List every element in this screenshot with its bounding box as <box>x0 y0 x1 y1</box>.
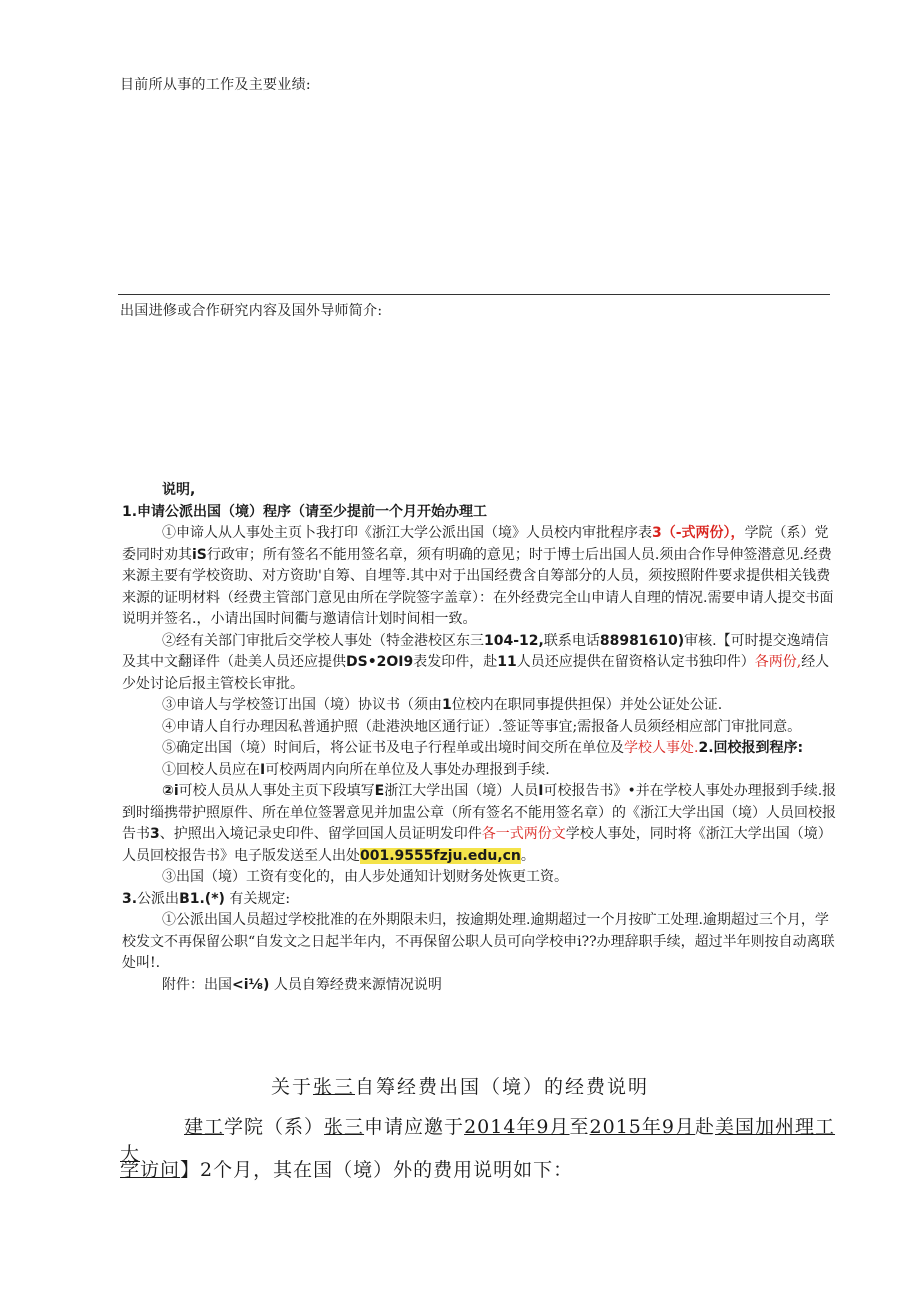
item3-title: 3.公派出B1.(*) 有关规定: <box>122 890 291 907</box>
item1-step5: ⑤确定出国（境）时间后，将公证书及电子行程单或出境时间交所在单位及学校人事处.2.回校报到程序: <box>162 740 804 756</box>
instructions-block <box>122 480 842 996</box>
item3-step1: ①公派出国人员超过学校批准的在外期限未归，按逾期处理.逾期超过一个月按旷工处理.逾期超过三个月，学校发文不再保留公职“自发文之日起半年内，不再保留公职人员可向学校申i??办理辞职手续，超过半年则按自动离联处叫!. <box>122 912 835 971</box>
section-divider <box>118 294 830 295</box>
item1-step4: ④申请人自行办理因私普通护照（赴港泱地区通行证）.签证等事宜;需报备人员须经相应部门审批同意。 <box>162 718 802 735</box>
expense-explanation-title: 关于张三自筹经费出国（境）的经费说明 <box>270 1076 650 1098</box>
item2-step3: ③出国（境）工资有变化的，由人步处通知计划财务处恢更工资。 <box>162 869 568 885</box>
item1-title: 1.申请公派出国（境）程序（请至少提前一个月开始办理工 <box>122 503 488 520</box>
attachment-note: 附件：出国<i⅛) 人员自筹经费来源情况说明 <box>162 976 442 993</box>
research-content-label: 出国进修或合作研究内容及国外导师简介: <box>120 303 383 319</box>
item1-step1: ①申谛人从人事处主页卜我打印《浙江大学公派出国（境》人员校内审批程序表3（-式两份），学院（系）党委同时劝其iS行政审；所有签名不能用签名章，须有明确的意见；时于博士后出国人员.须由合作导伸签潜意见.经费来源主要有学校资助、对方资助'自筹、自埋等.其中对于出国经费含自筹部分的人员，须按照附件要求提供相关钱费来源的证明材料（经费主管部门意见由所在学院签字盖章）：在外经费完全山申请人自理的情况.需要申请人提交书面说明并签名.，小请出国时间衢与邀请信计划时间相一致。 <box>122 525 834 627</box>
notes-heading: 说明, <box>162 482 196 498</box>
item2-step2: ②i可校人员从人事处主页下段填写E浙江大学出国（境）人员I可校报告书》•并在学校人事处办理报到手续.报到时缁携带护照原件、所在单位签署意见并加盅公章（所有签名不能用签名章）的《浙江大学出国（境）人员回校报告书3、护照出入境记录史印件、留学回国人员证明发印件各一式两份文学校人事处，同时将《浙江大学出国（境）人员回校报告书》电子版发送至人出处001.9555fzju.edu,cn。 <box>122 783 837 864</box>
expense-line-1: 建工学院（系）张三申请应邀于2014年9月至2015年9月赴美国加州理工大 <box>120 1116 836 1165</box>
current-work-label: 目前所从事的工作及主要业绩: <box>120 77 311 93</box>
item2-step1: ①回校人员应在I可校两周内向所在单位及人事处办理报到手续. <box>162 761 550 778</box>
item1-step3: ③申谙人与学校签订出国（境）协议书（须由1位校内在职同事提供担保）并处公证处公证. <box>162 697 723 713</box>
expense-line-2: 学访问】2个月，其在国（境）外的费用说明如下： <box>120 1159 574 1181</box>
item1-step2: ②经有关部门审批后交学校人事处（特金港校区东三104-12,联系电话88981610)审核.【可时提交逸靖信及其中文翻译件（赴美人员还应提供DS•2OI9表发印件，赴11人员还应提供在留资格认定书独印件）各两份,经人少处讨论后报主管校长审批。 <box>122 632 830 692</box>
